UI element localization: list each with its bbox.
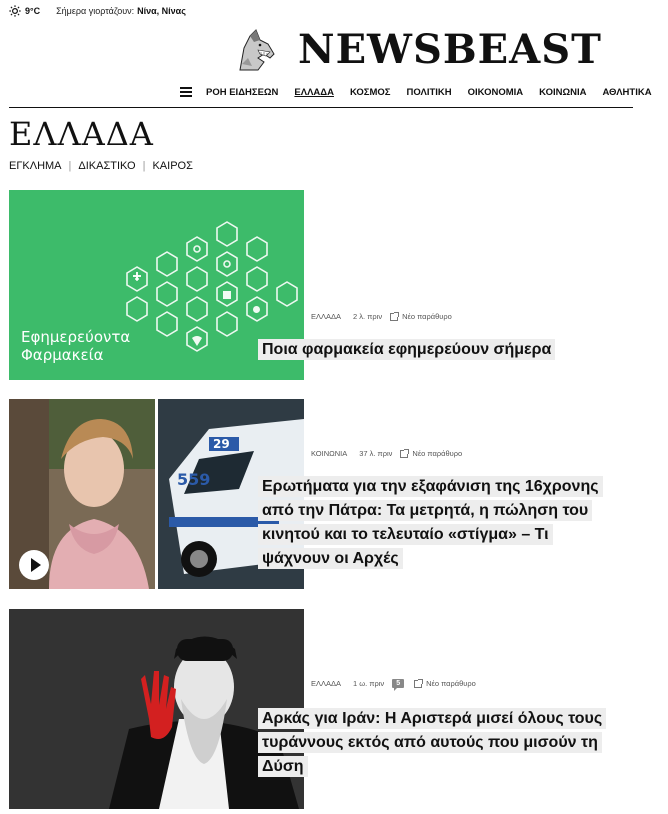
article-meta: [311, 312, 452, 321]
namedays-label: Σήμερα γιορτάζουν:: [56, 6, 135, 16]
sun-icon: [9, 5, 21, 17]
separator: |: [68, 160, 72, 172]
new-window-link[interactable]: Νέο παράθυρο: [400, 449, 462, 458]
header-divider: [9, 107, 633, 108]
nav-item-politiki[interactable]: ΠΟΛΙΤΙΚΗ: [406, 86, 452, 98]
play-video-button[interactable]: [19, 550, 49, 580]
external-link-icon: [400, 450, 408, 458]
article-card[interactable]: [9, 190, 633, 380]
subcategory-dikastiko[interactable]: ΔΙΚΑΣΤΙΚΟ: [78, 160, 136, 172]
article-meta: [311, 449, 462, 458]
page-title: ΕΛΛΑΔΑ: [9, 115, 154, 153]
external-link-icon: [414, 680, 422, 688]
subcategory-kairos[interactable]: ΚΑΙΡΟΣ: [152, 160, 193, 172]
nav-item-kosmos[interactable]: ΚΟΣΜΟΣ: [349, 86, 391, 98]
image-caption: Εφημερεύοντα Φαρμακεία: [21, 328, 131, 364]
nav-item-roi-eidiseon[interactable]: ΡΟΗ ΕΙΔΗΣΕΩΝ: [206, 86, 279, 98]
article-headline[interactable]: Ποια φαρμακεία εφημερεύουν σήμερα: [258, 338, 598, 362]
top-bar: [9, 4, 186, 18]
shark-icon: [234, 28, 276, 72]
comment-count-badge[interactable]: 5: [392, 679, 404, 688]
namedays-value[interactable]: Νίνα, Νίνας: [137, 6, 186, 16]
nav-item-oikonomia[interactable]: ΟΙΚΟΝΟΜΙΑ: [467, 86, 524, 98]
hamburger-icon[interactable]: [180, 87, 192, 97]
nav-item-koinonia[interactable]: ΚΟΙΝΩΝΙΑ: [539, 86, 587, 98]
article-time: 2 λ. πριν: [353, 312, 383, 321]
article-meta: [311, 679, 476, 688]
site-logo[interactable]: [234, 28, 602, 72]
main-nav: [180, 84, 668, 100]
car-side-number: 559: [177, 470, 211, 489]
car-roof-number: 29: [213, 437, 230, 451]
subcategory-list: [9, 160, 193, 172]
article-category[interactable]: ΚΟΙΝΩΝΙΑ: [311, 449, 348, 458]
article-time: 37 λ. πριν: [359, 449, 393, 458]
temperature: 9°C: [25, 6, 41, 16]
new-window-link[interactable]: Νέο παράθυρο: [390, 312, 452, 321]
nav-item-ellada[interactable]: ΕΛΛΑΔΑ: [294, 86, 334, 98]
external-link-icon: [390, 313, 398, 321]
article-time: 1 ω. πριν: [353, 679, 385, 688]
separator: |: [142, 160, 146, 172]
article-category[interactable]: ΕΛΛΑΔΑ: [311, 312, 342, 321]
new-window-link[interactable]: Νέο παράθυρο: [414, 679, 476, 688]
article-headline[interactable]: Αρκάς για Ιράν: Η Αριστερά μισεί όλους τους τυράννους εκτός από αυτούς που μισούν τη Δύση: [258, 707, 610, 779]
subcategory-egklima[interactable]: ΕΓΚΛΗΜΑ: [9, 160, 62, 172]
logo-text: NEWSBEAST: [298, 26, 602, 73]
nav-item-athlitika[interactable]: ΑΘΛΗΤΙΚΑ: [602, 86, 652, 98]
article-card[interactable]: [9, 399, 633, 589]
article-category[interactable]: ΕΛΛΑΔΑ: [311, 679, 342, 688]
article-card[interactable]: [9, 609, 633, 809]
article-headline[interactable]: Ερωτήματα για την εξαφάνιση της 16χρονης από την Πάτρα: Τα μετρητά, η πώληση του κινητού και το τελευταίο «στίγμα» – Τι ψάχνουν οι Αρχές: [258, 475, 610, 571]
